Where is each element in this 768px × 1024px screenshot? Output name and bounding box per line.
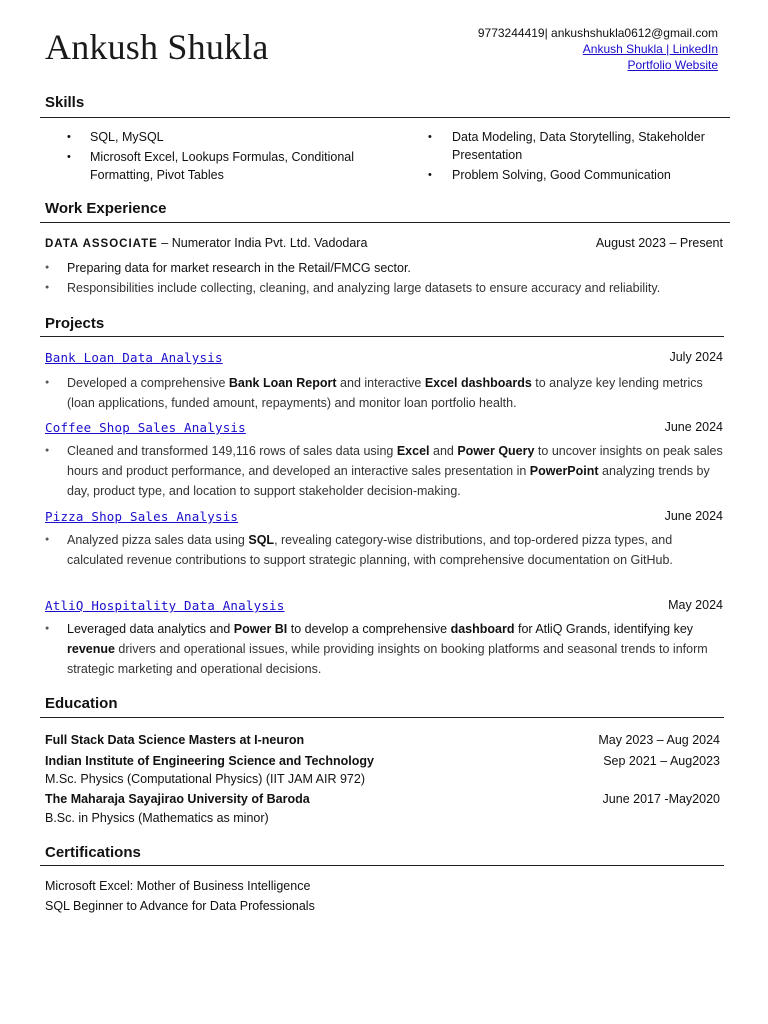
project-title-link[interactable]: Coffee Shop Sales Analysis (45, 420, 246, 435)
skill-item: • Microsoft Excel, Lookups Formulas, Conditional Formatting, Pivot Tables (65, 148, 365, 184)
project-date: May 2024 (668, 598, 723, 612)
skill-item: • SQL, MySQL (65, 128, 365, 146)
certification-item: SQL Beginner to Advance for Data Professionals (45, 899, 315, 913)
project-bullets (45, 373, 725, 413)
candidate-name: Ankush Shukla (45, 27, 269, 67)
project-header (45, 420, 723, 438)
project-date: June 2024 (664, 509, 723, 523)
education-entry (45, 792, 720, 810)
projects-divider (40, 336, 724, 337)
job-bullet: ● Responsibilities include collecting, cleaning, and analyzing large datasets to ensure accuracy and reliability. (45, 278, 725, 298)
certifications-heading: Certifications (45, 844, 141, 861)
skills-heading: Skills (45, 94, 85, 111)
education-dates: May 2023 – Aug 2024 (598, 733, 720, 747)
job-dates: August 2023 – Present (595, 236, 723, 250)
project-date: July 2024 (669, 350, 723, 364)
education-divider (40, 717, 724, 718)
education-dates: June 2017 -May2020 (602, 792, 720, 806)
job-header (45, 236, 723, 254)
education-entry (45, 733, 720, 751)
project-title-link[interactable]: Bank Loan Data Analysis (45, 350, 223, 365)
phone-email: 9773244419| ankushshukla0612@gmail.com (477, 26, 718, 40)
skills-right-column (428, 128, 728, 186)
project-header (45, 598, 723, 616)
project-bullets (45, 530, 725, 570)
school-name: Indian Institute of Engineering Science and Technology (45, 754, 374, 768)
degree-line: M.Sc. Physics (Computational Physics) (IIT JAM AIR 972) (45, 772, 366, 786)
certification-item: Microsoft Excel: Mother of Business Intelligence (45, 879, 311, 893)
skill-item: • Problem Solving, Good Communication (428, 166, 728, 184)
job-bullet: ● Preparing data for market research in the Retail/FMCG sector. (45, 258, 725, 278)
project-bullet: ● Analyzed pizza sales data using SQL, revealing category-wise distributions, and top-ordered pizza types, and calculated revenue contributions to support strategic planning, with comprehensive documentation on GitHub. (45, 530, 725, 570)
contact-block (478, 25, 718, 73)
project-header (45, 509, 723, 527)
project-title-link[interactable]: Pizza Shop Sales Analysis (45, 509, 239, 524)
project-bullet: ● Leveraged data analytics and Power BI to develop a comprehensive dashboard for AtliQ Grands, identifying key revenue drivers and operational issues, while providing insights on booking platforms and seasonal trends to inform strategic marketing and operational decisions. (45, 619, 725, 679)
school-name: The Maharaja Sayajirao University of Baroda (45, 792, 310, 806)
project-bullets (45, 619, 725, 679)
portfolio-link[interactable]: Portfolio Website (627, 58, 718, 72)
linkedin-link[interactable]: Ankush Shukla | LinkedIn (582, 42, 718, 56)
project-title-link[interactable]: AtliQ Hospitality Data Analysis (45, 598, 285, 613)
project-date: June 2024 (664, 420, 723, 434)
education-heading: Education (45, 695, 118, 712)
projects-heading: Projects (45, 315, 105, 332)
skills-left-column (65, 128, 365, 186)
certifications-divider (40, 865, 724, 866)
project-header (45, 350, 723, 368)
project-bullet: ● Cleaned and transformed 149,116 rows of sales data using Excel and Power Query to uncover insights on peak sales hours and product performance, and developed an interactive sales presentation in PowerPoint analyzing trends by day, product type, and location to support stakeholder decision-making. (45, 441, 725, 501)
work-divider (40, 222, 730, 223)
project-bullet: ● Developed a comprehensive Bank Loan Report and interactive Excel dashboards to analyze key lending metrics (loan applications, funded amount, repayments) and monitor loan portfolio health. (45, 373, 725, 413)
skill-item: • Data Modeling, Data Storytelling, Stakeholder Presentation (428, 128, 728, 164)
education-dates: Sep 2021 – Aug2023 (603, 754, 720, 768)
skills-divider (40, 117, 730, 118)
job-bullets (45, 258, 725, 298)
education-entry (45, 754, 720, 772)
job-company: – Numerator India Pvt. Ltd. Vadodara (157, 236, 368, 250)
degree-line: B.Sc. in Physics (Mathematics as minor) (45, 811, 269, 825)
work-heading: Work Experience (45, 200, 167, 217)
project-bullets (45, 441, 725, 501)
job-title: DATA ASSOCIATE (45, 238, 158, 250)
school-name: Full Stack Data Science Masters at I-neuron (45, 733, 305, 747)
